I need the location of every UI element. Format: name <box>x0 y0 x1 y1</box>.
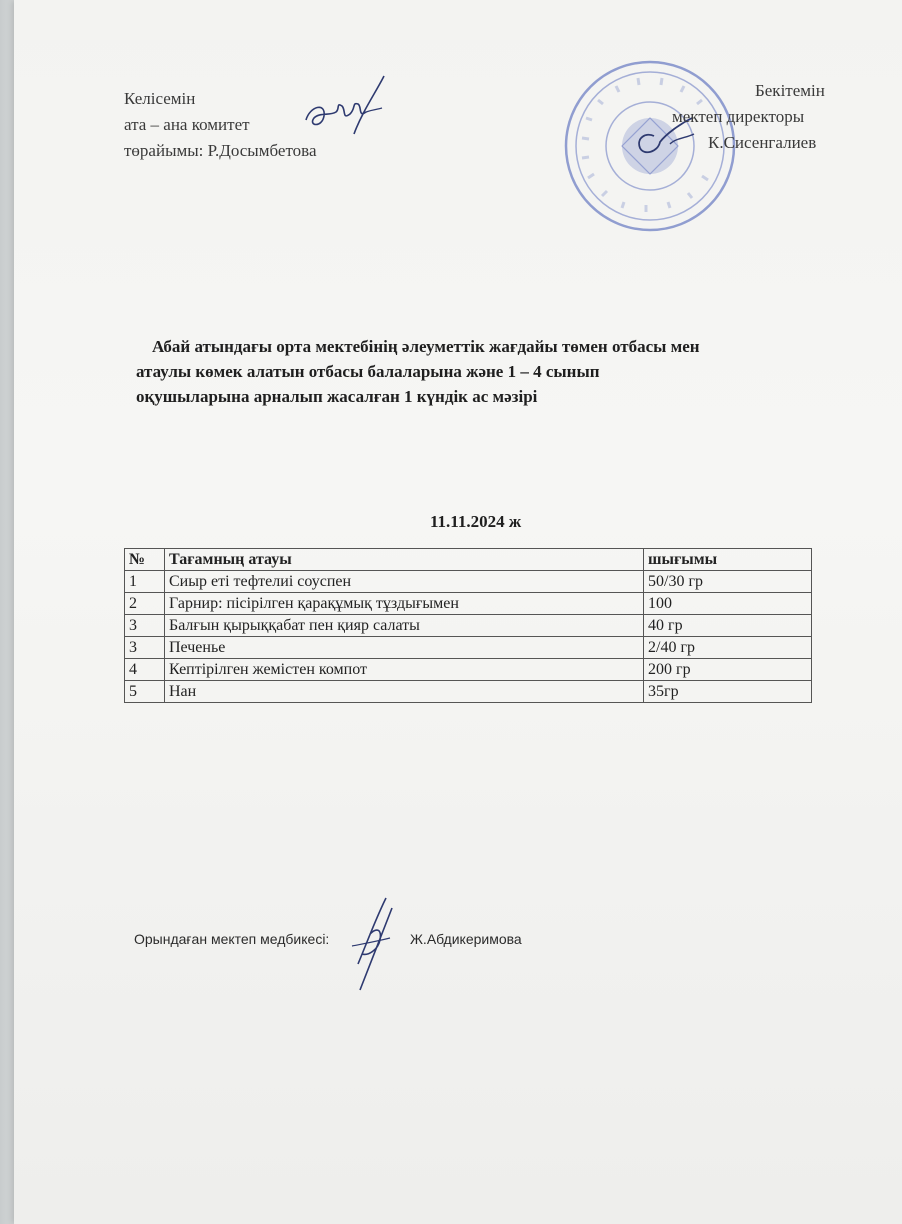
table-row <box>125 615 812 637</box>
row-number: 3 <box>125 615 165 637</box>
row-number: 5 <box>125 681 165 703</box>
nurse-signature <box>346 894 402 994</box>
row-yield: 100 <box>644 593 812 615</box>
approval-right-line-3: К.Сисенгалиев <box>708 133 817 152</box>
title-line-2: атаулы көмек алатын отбасы балаларына және 1 – 4 сынып <box>136 362 600 381</box>
menu-table <box>124 548 812 703</box>
approval-left-line-1: Келісемін <box>124 89 196 108</box>
row-dish: Балғын қырыққабат пен қияр салаты <box>165 615 644 637</box>
row-number: 4 <box>125 659 165 681</box>
row-yield: 50/30 гр <box>644 571 812 593</box>
table-row <box>125 571 812 593</box>
document-date: 11.11.2024 ж <box>430 512 522 531</box>
row-yield: 2/40 гр <box>644 637 812 659</box>
row-dish: Кептірілген жемістен компот <box>165 659 644 681</box>
nurse-name: Ж.Абдикеримова <box>410 931 522 947</box>
header-number: № <box>125 549 165 571</box>
table-row <box>125 637 812 659</box>
header-dish-name: Тағамның атауы <box>165 549 644 571</box>
table-row <box>125 659 812 681</box>
committee-signature <box>296 72 396 142</box>
row-yield: 200 гр <box>644 659 812 681</box>
row-dish: Сиыр еті тефтелиі соуспен <box>165 571 644 593</box>
row-dish: Гарнир: пісірілген қарақұмық тұздығымен <box>165 593 644 615</box>
approval-right-line-1: Бекітемін <box>755 81 825 100</box>
row-dish: Печенье <box>165 637 644 659</box>
header-yield: шығымы <box>644 549 812 571</box>
table-row <box>125 593 812 615</box>
title-line-1: Абай атындағы орта мектебінің әлеуметтік жағдайы төмен отбасы мен <box>152 337 700 356</box>
approval-left-line-3: төрайымы: Р.Досымбетова <box>124 141 317 160</box>
prepared-by-label: Орындаған мектеп медбикесі: <box>134 931 330 947</box>
table-row <box>125 681 812 703</box>
row-yield: 35гр <box>644 681 812 703</box>
document-title <box>136 334 856 409</box>
title-line-3: оқушыларына арналып жасалған 1 күндік ас мәзірі <box>136 387 538 406</box>
row-number: 2 <box>125 593 165 615</box>
row-yield: 40 гр <box>644 615 812 637</box>
approval-left-line-2: ата – ана комитет <box>124 115 250 134</box>
row-number: 3 <box>125 637 165 659</box>
row-number: 1 <box>125 571 165 593</box>
table-header-row <box>125 549 812 571</box>
row-dish: Нан <box>165 681 644 703</box>
approval-right-line-2: мектеп директоры <box>672 107 805 126</box>
